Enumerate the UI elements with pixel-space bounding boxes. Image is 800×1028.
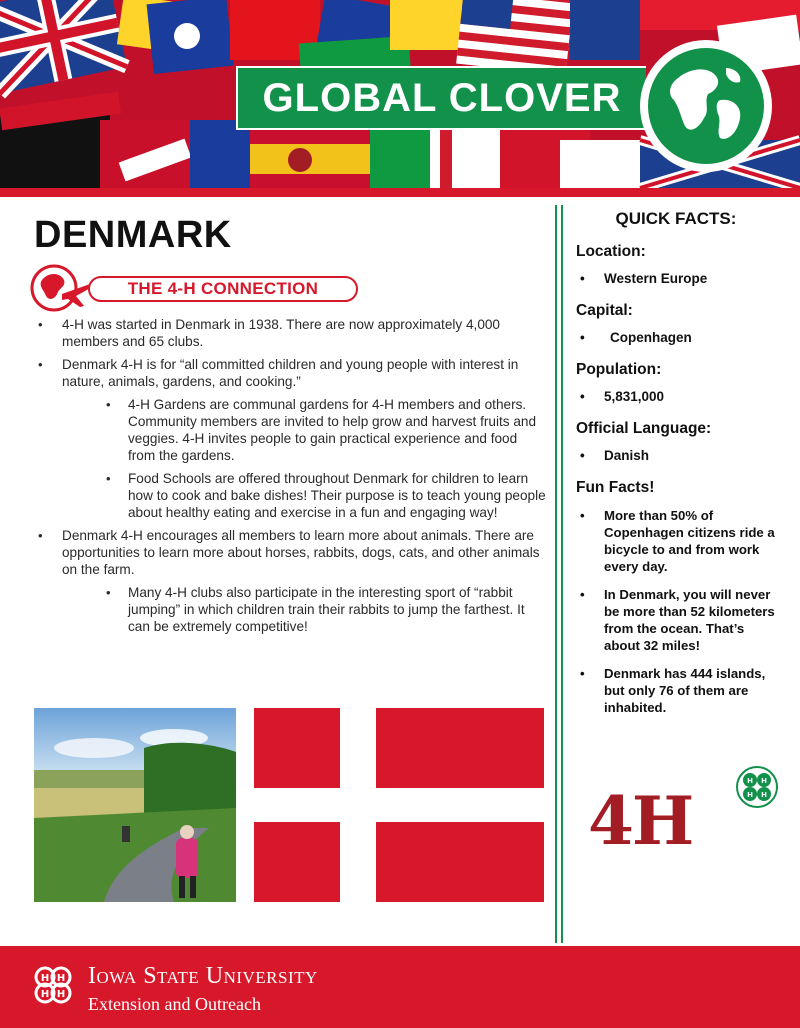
list-item: [62, 396, 546, 464]
population-label: Population:: [576, 361, 662, 378]
svg-text:H: H: [761, 791, 767, 799]
quick-facts-heading: QUICK FACTS:: [615, 209, 737, 228]
column-divider: [555, 205, 563, 943]
svg-text:H: H: [761, 777, 767, 785]
bullet-text: Denmark 4-H encourages all members to learn more about animals. There are opportunities to learn more about horses, rabbits, dogs, cats, and other animals on the farm.: [62, 528, 540, 577]
svg-text:H: H: [40, 989, 50, 1000]
body-bullets: [36, 316, 546, 641]
list-item: [36, 316, 546, 350]
list-item: [62, 584, 546, 635]
bullet-text: Denmark 4-H is for “all committed children and young people with interest in nature, animals, gardens, and cooking.”: [62, 357, 519, 389]
sub-bullet-text: Food Schools are offered throughout Denmark for children to learn how to cook and bake dishes! Their purpose is to teach young people about healthy eating and exercise in a fun and engaging way!: [128, 471, 546, 520]
banner-red-rule: [0, 188, 800, 197]
language-label: Official Language:: [576, 420, 712, 437]
svg-text:H: H: [56, 989, 66, 1000]
svg-text:H: H: [56, 973, 66, 984]
footer: [0, 946, 800, 1028]
4h-logo-text: 4H: [588, 782, 693, 860]
banner-title: GLOBAL CLOVER: [236, 66, 646, 130]
svg-text:H: H: [40, 973, 50, 984]
list-item: • In Denmark, you will never be more than 52 kilometers from the ocean. That’s about 32 miles!: [576, 586, 776, 654]
connection-label: THE 4-H CONNECTION: [88, 276, 358, 302]
location-value: • Western Europe: [576, 271, 776, 286]
svg-text:H: H: [747, 777, 753, 785]
language-value: • Danish: [576, 448, 776, 463]
location-label: Location:: [576, 243, 646, 260]
university-name: Iowa State University: [88, 963, 318, 989]
clover-icon: [30, 962, 76, 1008]
svg-text:H: H: [747, 791, 753, 799]
bullet-text: 4-H was started in Denmark in 1938. There are now approximately 4,000 members and 65 clubs.: [62, 317, 500, 349]
quick-facts-panel: [576, 205, 776, 727]
globe-icon: [638, 38, 774, 174]
extension-name: Extension and Outreach: [88, 994, 261, 1014]
sub-bullet-text: Many 4-H clubs also participate in the interesting sport of “rabbit jumping” in which children train their rabbits to jump the farthest. It can be extremely competitive!: [128, 585, 525, 634]
connection-heading: [30, 262, 334, 314]
denmark-flag: [254, 708, 544, 902]
clover-icon: [736, 766, 778, 808]
country-title: DENMARK: [34, 214, 232, 256]
list-item: • Denmark has 444 islands, but only 76 of them are inhabited.: [576, 665, 776, 716]
list-item: [62, 470, 546, 521]
header-banner: [0, 0, 800, 188]
list-item: [36, 527, 546, 635]
list-item: [36, 356, 546, 521]
4h-logo: [588, 766, 778, 866]
cyclists-photo: [34, 708, 236, 902]
sub-bullet-text: 4-H Gardens are communal gardens for 4-H members and others. Community members are invited to help grow and harvest fruits and veggies. 4-H invites people to gain practical experience and food from the gardens.: [128, 397, 536, 463]
population-value: • 5,831,000: [576, 389, 776, 404]
fun-facts-label: Fun Facts!: [576, 479, 655, 496]
capital-value: • Copenhagen: [576, 330, 776, 345]
list-item: • More than 50% of Copenhagen citizens ride a bicycle to and from work every day.: [576, 507, 776, 575]
capital-label: Capital:: [576, 302, 633, 319]
